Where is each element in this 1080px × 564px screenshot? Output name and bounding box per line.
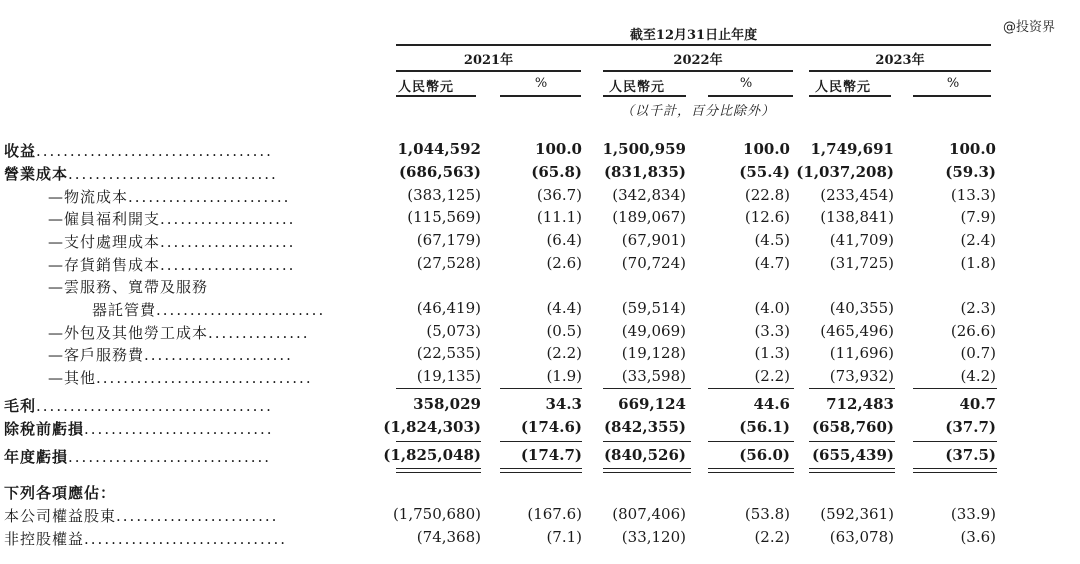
cell-value: (13.3): [950, 186, 996, 204]
cell-value: (167.6): [527, 505, 582, 523]
cell-value: (7.9): [960, 208, 996, 226]
cell-value: 1,500,959: [602, 140, 686, 158]
header-rule: [396, 44, 991, 46]
currency-header-2023: 人民幣元: [815, 80, 872, 95]
cell-value: (1.8): [960, 254, 996, 272]
row-label: —其他................................: [48, 369, 313, 387]
cell-value: (2.2): [754, 367, 790, 385]
double-rule: [809, 472, 895, 473]
leader-dots: ..............................: [68, 448, 272, 466]
period-header: 截至12月31日止年度: [629, 28, 758, 43]
total-rule: [708, 441, 794, 442]
cell-value: (4.0): [754, 299, 790, 317]
subtotal-rule: [396, 388, 481, 389]
cell-value: (3.3): [754, 322, 790, 340]
cell-value: (658,760): [811, 418, 894, 436]
cell-value: (2.4): [960, 231, 996, 249]
leader-dots: ...................................: [36, 142, 273, 160]
year-rule-2022: [603, 70, 793, 72]
cell-value: (67,901): [621, 231, 686, 249]
total-rule: [396, 441, 481, 442]
cell-value: (686,563): [398, 163, 481, 181]
row-label: —物流成本........................: [48, 188, 291, 206]
cell-value: (115,569): [407, 208, 481, 226]
cell-value: (233,454): [820, 186, 894, 204]
cell-value: 1,749,691: [810, 140, 894, 158]
cell-value: (4.5): [754, 231, 790, 249]
leader-dots: ......................: [144, 346, 293, 364]
leader-dots: ..............................: [84, 530, 288, 548]
cell-value: (36.7): [536, 186, 582, 204]
row-label: —支付處理成本....................: [48, 233, 296, 251]
cell-value: (1.9): [546, 367, 582, 385]
leader-dots: ........................: [128, 188, 291, 206]
cell-value: (41,709): [829, 231, 894, 249]
leader-dots: ........................: [116, 507, 279, 525]
total-rule: [913, 441, 997, 442]
double-rule: [913, 468, 997, 469]
year-2023: 2023年: [875, 53, 925, 68]
cell-value: (27,528): [416, 254, 481, 272]
row-label: 器託管費.........................: [92, 301, 326, 319]
cell-value: (4.4): [546, 299, 582, 317]
cell-value: (63,078): [829, 528, 894, 546]
year-2021: 2021年: [463, 53, 514, 68]
cell-value: (0.5): [546, 322, 582, 340]
cell-value: (33.9): [950, 505, 996, 523]
subtotal-rule: [500, 388, 582, 389]
double-rule: [396, 472, 481, 473]
cell-value: (46,419): [416, 299, 481, 317]
row-label: —存貨銷售成本....................: [48, 256, 296, 274]
cell-value: (465,496): [820, 322, 894, 340]
cell-value: (55.4): [739, 163, 790, 181]
cell-value: (49,069): [621, 322, 686, 340]
cell-value: (56.0): [739, 446, 790, 464]
cell-value: (11.1): [536, 208, 582, 226]
cell-value: 40.7: [959, 395, 996, 413]
sub-rule-f: [913, 95, 991, 97]
cell-value: 669,124: [618, 395, 686, 413]
cell-value: (4.7): [754, 254, 790, 272]
cell-value: (842,355): [603, 418, 686, 436]
double-rule: [396, 468, 481, 469]
year-rule-2023: [809, 70, 991, 72]
percent-header-2021: %: [534, 76, 548, 91]
row-label: 下列各項應佔：: [4, 484, 117, 502]
cell-value: (592,361): [820, 505, 894, 523]
double-rule: [708, 468, 794, 469]
year-rule-2021: [396, 70, 581, 72]
subtotal-rule: [809, 388, 895, 389]
leader-dots: ...................................: [36, 397, 273, 415]
row-label: —外包及其他勞工成本...............: [48, 324, 310, 342]
subtotal-rule: [913, 388, 997, 389]
cell-value: (6.4): [546, 231, 582, 249]
cell-value: (831,835): [603, 163, 686, 181]
sub-rule-c: [603, 95, 686, 97]
row-label: 營業成本...............................: [4, 165, 278, 183]
cell-value: (0.7): [960, 344, 996, 362]
cell-value: 1,044,592: [397, 140, 481, 158]
cell-value: (26.6): [950, 322, 996, 340]
double-rule: [809, 468, 895, 469]
cell-value: (65.8): [531, 163, 582, 181]
cell-value: (59.3): [945, 163, 996, 181]
sub-rule-b: [500, 95, 581, 97]
cell-value: (138,841): [820, 208, 894, 226]
cell-value: (189,067): [612, 208, 686, 226]
unit-note: （以千計，百分比除外）: [620, 104, 775, 119]
cell-value: (70,724): [621, 254, 686, 272]
sub-rule-d: [708, 95, 793, 97]
cell-value: (7.1): [546, 528, 582, 546]
cell-value: 34.3: [545, 395, 582, 413]
cell-value: (59,514): [621, 299, 686, 317]
cell-value: (11,696): [829, 344, 894, 362]
cell-value: 100.0: [949, 140, 996, 158]
row-label: —僱員福利開支....................: [48, 210, 296, 228]
cell-value: (2.2): [546, 344, 582, 362]
cell-value: (174.7): [520, 446, 582, 464]
cell-value: (840,526): [603, 446, 686, 464]
leader-dots: ...............: [208, 324, 310, 342]
percent-header-2022: %: [739, 76, 753, 91]
leader-dots: ............................: [84, 420, 274, 438]
cell-value: (56.1): [739, 418, 790, 436]
cell-value: (1,825,048): [383, 446, 481, 464]
cell-value: (31,725): [829, 254, 894, 272]
cell-value: (53.8): [744, 505, 790, 523]
cell-value: (3.6): [960, 528, 996, 546]
double-rule: [603, 472, 691, 473]
cell-value: 358,029: [413, 395, 481, 413]
cell-value: (33,120): [621, 528, 686, 546]
cell-value: (1,037,208): [796, 163, 894, 181]
cell-value: (2.2): [754, 528, 790, 546]
double-rule: [603, 468, 691, 469]
total-rule: [603, 441, 691, 442]
cell-value: (37.7): [945, 418, 996, 436]
row-label: 收益...................................: [4, 142, 273, 160]
row-label: —雲服務、寬帶及服務: [48, 278, 209, 296]
row-label: 除稅前虧損............................: [4, 420, 274, 438]
leader-dots: ....................: [160, 233, 296, 251]
cell-value: (383,125): [407, 186, 481, 204]
cell-value: (342,834): [612, 186, 686, 204]
currency-header-2021: 人民幣元: [398, 80, 455, 95]
double-rule: [500, 472, 582, 473]
cell-value: (174.6): [520, 418, 582, 436]
cell-value: (2.6): [546, 254, 582, 272]
cell-value: 100.0: [535, 140, 582, 158]
cell-value: (1.3): [754, 344, 790, 362]
cell-value: (12.6): [744, 208, 790, 226]
subtotal-rule: [708, 388, 794, 389]
watermark: @投资界: [1003, 20, 1056, 35]
cell-value: (22,535): [416, 344, 481, 362]
double-rule: [913, 472, 997, 473]
cell-value: (655,439): [811, 446, 894, 464]
row-label: 非控股權益..............................: [4, 530, 288, 548]
percent-header-2023: %: [946, 76, 960, 91]
currency-header-2022: 人民幣元: [609, 80, 666, 95]
cell-value: 44.6: [753, 395, 790, 413]
cell-value: (1,750,680): [392, 505, 481, 523]
leader-dots: ....................: [160, 210, 296, 228]
leader-dots: ....................: [160, 256, 296, 274]
cell-value: (807,406): [612, 505, 686, 523]
row-label: 毛利...................................: [4, 397, 273, 415]
double-rule: [708, 472, 794, 473]
subtotal-rule: [603, 388, 691, 389]
cell-value: 712,483: [826, 395, 894, 413]
cell-value: (2.3): [960, 299, 996, 317]
cell-value: (73,932): [829, 367, 894, 385]
row-label: 本公司權益股東........................: [4, 507, 279, 525]
double-rule: [500, 468, 582, 469]
cell-value: (1,824,303): [383, 418, 481, 436]
cell-value: (19,135): [416, 367, 481, 385]
cell-value: (5,073): [426, 322, 481, 340]
cell-value: 100.0: [743, 140, 790, 158]
cell-value: (19,128): [621, 344, 686, 362]
cell-value: (22.8): [744, 186, 790, 204]
year-2022: 2022年: [673, 53, 723, 68]
cell-value: (33,598): [621, 367, 686, 385]
row-label: —客戶服務費......................: [48, 346, 293, 364]
total-rule: [500, 441, 582, 442]
cell-value: (67,179): [416, 231, 481, 249]
cell-value: (37.5): [945, 446, 996, 464]
sub-rule-e: [809, 95, 891, 97]
row-label: 年度虧損..............................: [4, 448, 272, 466]
cell-value: (4.2): [960, 367, 996, 385]
leader-dots: .........................: [156, 301, 326, 319]
sub-rule-a: [396, 95, 476, 97]
cell-value: (74,368): [416, 528, 481, 546]
total-rule: [809, 441, 895, 442]
leader-dots: ...............................: [68, 165, 278, 183]
leader-dots: ................................: [96, 369, 313, 387]
cell-value: (40,355): [829, 299, 894, 317]
